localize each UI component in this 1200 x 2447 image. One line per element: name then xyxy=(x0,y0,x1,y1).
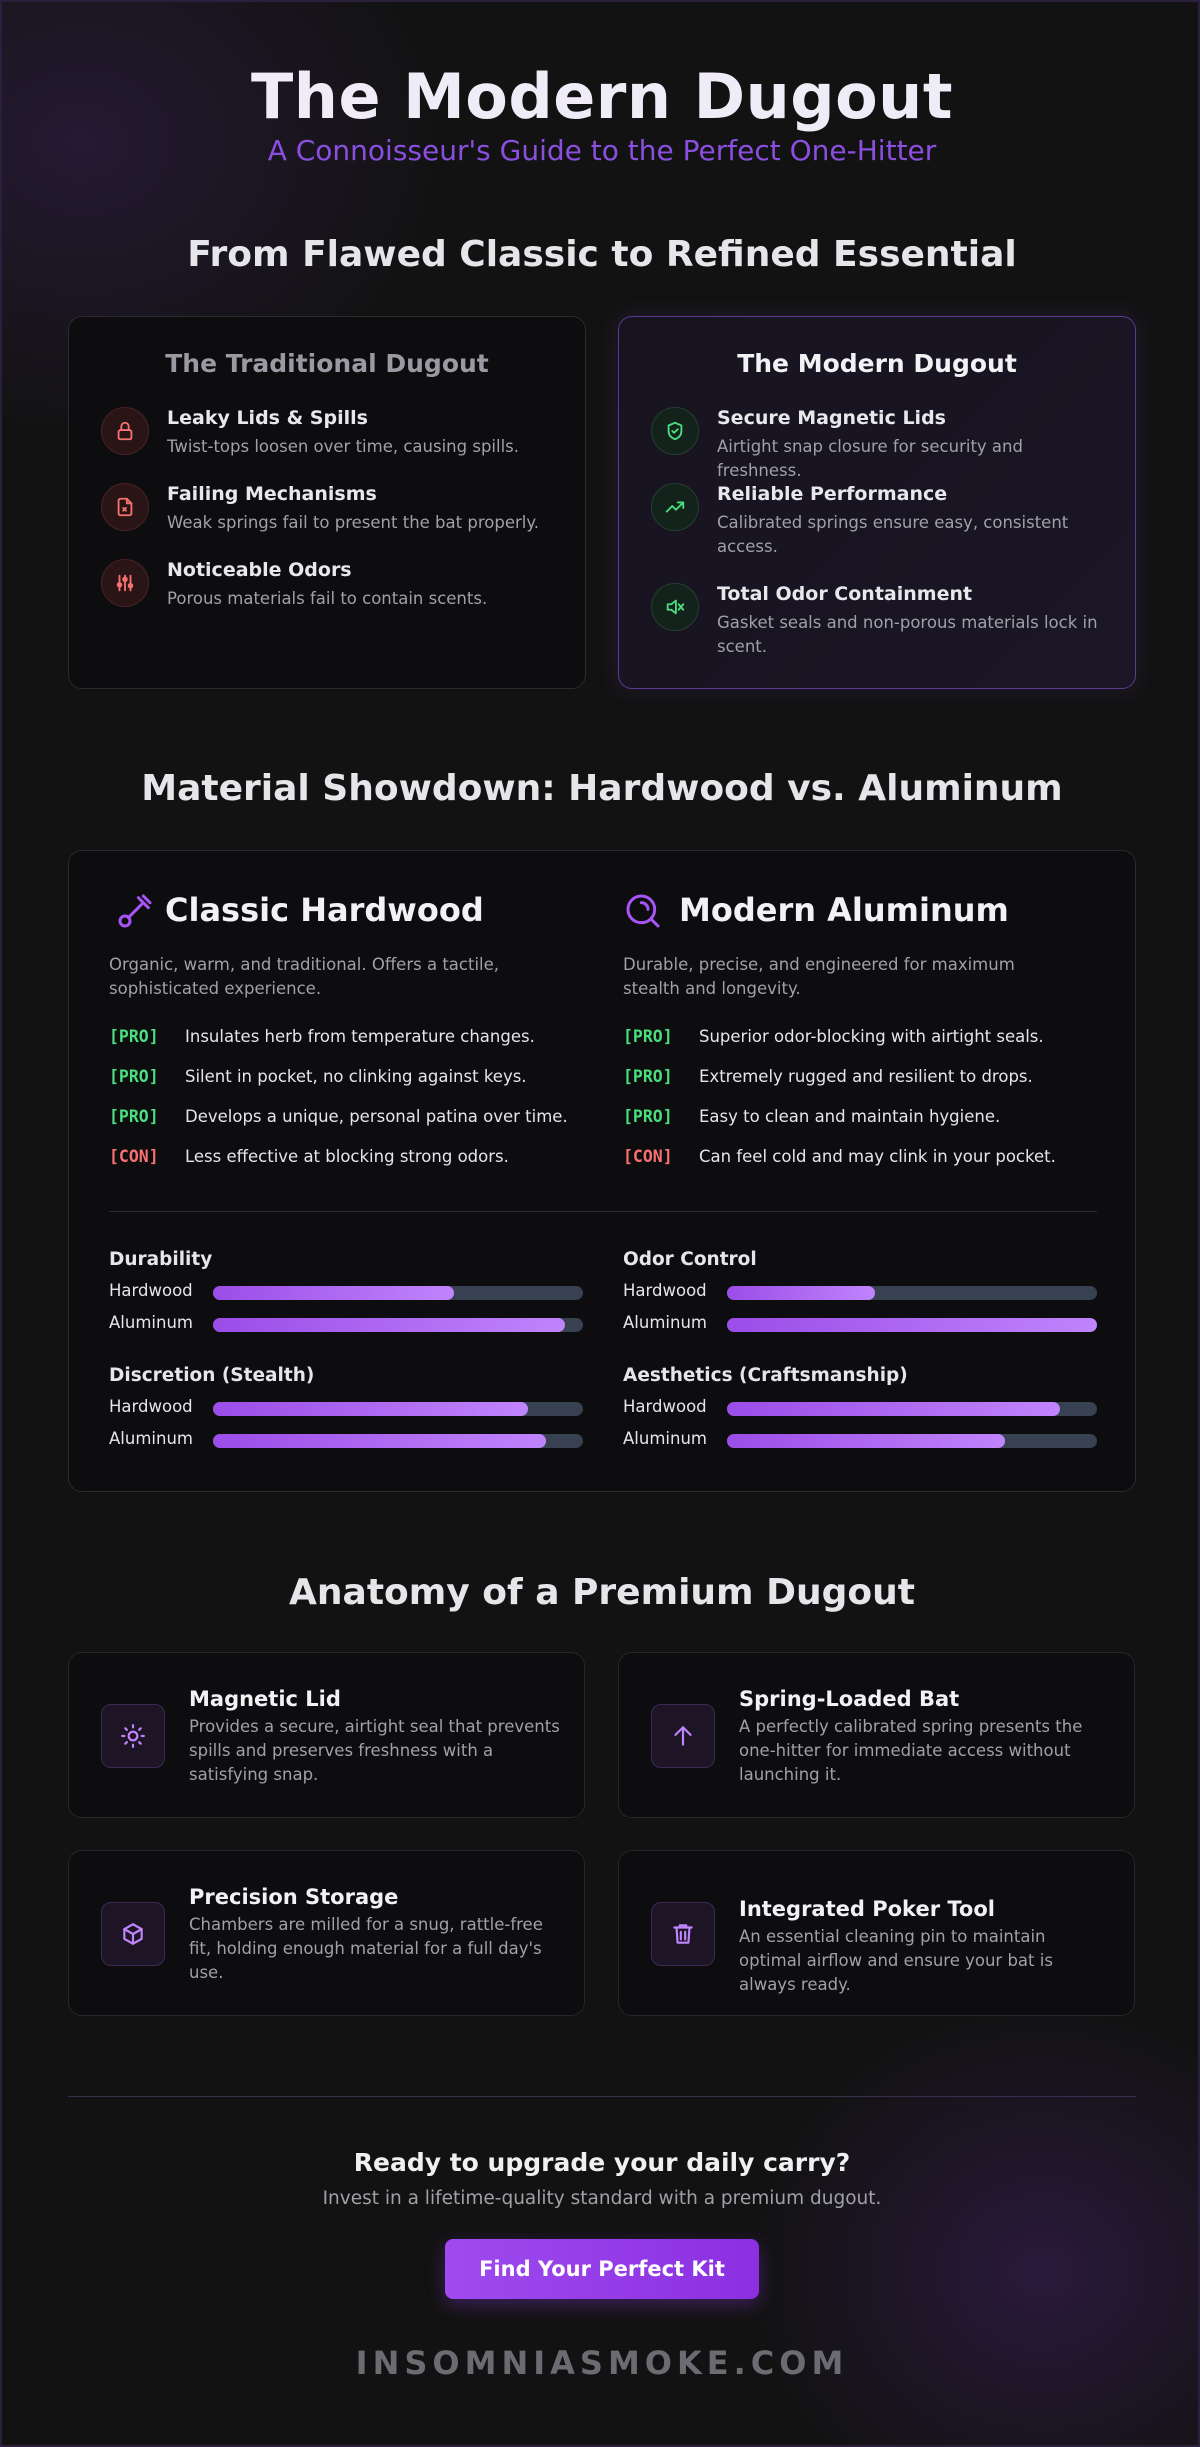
find-kit-button[interactable]: Find Your Perfect Kit xyxy=(445,2239,759,2299)
traditional-item-desc: Weak springs fail to present the bat properly. xyxy=(167,513,539,532)
pro-con-item xyxy=(109,1107,589,1131)
traditional-item xyxy=(101,559,555,629)
page-title: The Modern Dugout xyxy=(251,60,953,133)
pro-con-text: Less effective at blocking strong odors. xyxy=(185,1147,509,1166)
feature-title: Precision Storage xyxy=(189,1885,399,1909)
bar-label: Hardwood xyxy=(623,1397,707,1416)
pro-tag: [PRO] xyxy=(623,1107,673,1126)
bar-label: Aluminum xyxy=(109,1429,193,1448)
modern-item xyxy=(651,483,1105,556)
metric-title: Durability xyxy=(109,1249,213,1270)
cta-heading: Ready to upgrade your daily carry? xyxy=(353,2148,851,2177)
pro-tag: [PRO] xyxy=(623,1067,673,1086)
materials-heading: Material Showdown: Hardwood vs. Aluminum xyxy=(141,768,1063,809)
feature-desc: An essential cleaning pin to maintain optimal airflow and ensure your bat is always ready. xyxy=(739,1927,1053,1994)
pro-con-text: Easy to clean and maintain hygiene. xyxy=(699,1107,1001,1126)
box-icon xyxy=(101,1902,165,1966)
bar-track xyxy=(727,1434,1097,1448)
traditional-item xyxy=(101,483,555,553)
bar-label: Hardwood xyxy=(109,1397,193,1416)
modern-item-desc: Gasket seals and non-porous materials lock in scent. xyxy=(717,613,1098,656)
traditional-item-title: Failing Mechanisms xyxy=(167,483,377,505)
modern-item-desc: Calibrated springs ensure easy, consistent access. xyxy=(717,513,1069,556)
modern-card-title: The Modern Dugout xyxy=(737,349,1017,378)
metric-title: Discretion (Stealth) xyxy=(109,1365,315,1386)
aluminum-disc-icon xyxy=(623,891,663,931)
bar-track xyxy=(213,1286,583,1300)
metric-bar-aluminum xyxy=(109,1429,604,1449)
feature-desc: Chambers are milled for a snug, rattle-free fit, holding enough material for a full day's use. xyxy=(189,1915,543,1982)
traditional-item-title: Leaky Lids & Spills xyxy=(167,407,368,429)
bar-fill xyxy=(213,1318,565,1332)
pro-tag: [PRO] xyxy=(109,1067,159,1086)
bar-label: Hardwood xyxy=(109,1281,193,1300)
traditional-card-title: The Traditional Dugout xyxy=(165,349,489,378)
pro-con-item xyxy=(623,1147,1103,1171)
pro-con-item xyxy=(623,1027,1103,1051)
modern-item-desc: Airtight snap closure for security and freshness. xyxy=(717,437,1023,480)
metric-bar-hardwood xyxy=(623,1281,1118,1301)
pro-con-item xyxy=(109,1027,589,1051)
pro-con-item xyxy=(623,1067,1103,1091)
modern-item-title: Reliable Performance xyxy=(717,483,948,505)
bar-fill xyxy=(727,1434,1005,1448)
pro-con-text: Insulates herb from temperature changes. xyxy=(185,1027,535,1046)
comparison-heading: From Flawed Classic to Refined Essential xyxy=(187,234,1017,275)
pro-con-item xyxy=(623,1107,1103,1131)
hardwood-title: Classic Hardwood xyxy=(165,891,484,929)
materials-divider xyxy=(109,1211,1097,1212)
bar-track xyxy=(213,1434,583,1448)
metric-aesthetics xyxy=(623,1365,1098,1465)
feature-title: Integrated Poker Tool xyxy=(739,1897,995,1921)
modern-item xyxy=(651,407,1105,480)
pro-con-text: Can feel cold and may clink in your pocket. xyxy=(699,1147,1056,1166)
feature-card xyxy=(68,1652,585,1818)
traditional-item-desc: Twist-tops loosen over time, causing spills. xyxy=(167,437,520,456)
metric-bar-aluminum xyxy=(623,1313,1118,1333)
bar-fill xyxy=(213,1434,546,1448)
bar-track xyxy=(727,1318,1097,1332)
feature-card xyxy=(68,1850,585,2016)
modern-item-title: Total Odor Containment xyxy=(717,583,973,605)
feature-card xyxy=(618,1652,1135,1818)
feature-desc: Provides a secure, airtight seal that prevents spills and preserves freshness with a satisfying snap. xyxy=(189,1717,560,1784)
metric-bar-hardwood xyxy=(109,1397,604,1417)
pro-con-text: Silent in pocket, no clinking against keys. xyxy=(185,1067,527,1086)
trash-icon xyxy=(651,1902,715,1966)
sun-icon xyxy=(101,1704,165,1768)
metric-discretion xyxy=(109,1365,584,1465)
pro-tag: [PRO] xyxy=(623,1027,673,1046)
bar-fill xyxy=(213,1286,454,1300)
cta-subtext: Invest in a lifetime-quality standard with a premium dugout. xyxy=(322,2188,882,2209)
bar-label: Aluminum xyxy=(623,1429,707,1448)
bar-fill xyxy=(213,1402,528,1416)
modern-item-title: Secure Magnetic Lids xyxy=(717,407,946,429)
bar-track xyxy=(213,1402,583,1416)
feature-title: Magnetic Lid xyxy=(189,1687,341,1711)
metric-bar-aluminum xyxy=(623,1429,1118,1449)
metric-title: Odor Control xyxy=(623,1249,757,1270)
traditional-item xyxy=(101,407,555,477)
bar-fill xyxy=(727,1286,875,1300)
metric-bar-aluminum xyxy=(109,1313,604,1333)
shield-check-icon xyxy=(651,407,699,455)
modern-item xyxy=(651,583,1105,656)
bar-label: Aluminum xyxy=(623,1313,707,1332)
traditional-item-title: Noticeable Odors xyxy=(167,559,352,581)
con-tag: [CON] xyxy=(623,1147,673,1166)
pro-tag: [PRO] xyxy=(109,1027,159,1046)
sliders-icon xyxy=(101,559,149,607)
bar-track xyxy=(213,1318,583,1332)
brand-footer[interactable]: INSOMNIASMOKE.COM xyxy=(355,2344,849,2382)
bar-fill xyxy=(727,1318,1097,1332)
pro-con-item xyxy=(109,1067,589,1091)
bar-track xyxy=(727,1402,1097,1416)
pro-con-text: Extremely rugged and resilient to drops. xyxy=(699,1067,1033,1086)
con-tag: [CON] xyxy=(109,1147,159,1166)
bar-label: Hardwood xyxy=(623,1281,707,1300)
metric-odor-control xyxy=(623,1249,1098,1349)
aluminum-title: Modern Aluminum xyxy=(679,891,1009,929)
broken-file-icon xyxy=(101,483,149,531)
materials-card xyxy=(68,850,1136,1492)
anatomy-heading: Anatomy of a Premium Dugout xyxy=(289,1572,915,1613)
feature-title: Spring-Loaded Bat xyxy=(739,1687,960,1711)
hardwood-desc: Organic, warm, and traditional. Offers a tactile, sophisticated experience. xyxy=(109,955,500,998)
cta-divider xyxy=(68,2096,1136,2097)
modern-card xyxy=(618,316,1136,689)
arrow-up-icon xyxy=(651,1704,715,1768)
pro-con-text: Superior odor-blocking with airtight seals. xyxy=(699,1027,1044,1046)
metric-bar-hardwood xyxy=(109,1281,604,1301)
metric-bar-hardwood xyxy=(623,1397,1118,1417)
volume-x-icon xyxy=(651,583,699,631)
feature-card xyxy=(618,1850,1135,2016)
pro-tag: [PRO] xyxy=(109,1107,159,1126)
feature-desc: A perfectly calibrated spring presents the one-hitter for immediate access without launching it. xyxy=(739,1717,1083,1784)
metric-durability xyxy=(109,1249,584,1349)
bar-label: Aluminum xyxy=(109,1313,193,1332)
page-subtitle: A Connoisseur's Guide to the Perfect One-Hitter xyxy=(267,134,937,167)
aluminum-desc: Durable, precise, and engineered for maximum stealth and longevity. xyxy=(623,955,1015,998)
trending-up-icon xyxy=(651,483,699,531)
pro-con-item xyxy=(109,1147,589,1171)
metric-title: Aesthetics (Craftsmanship) xyxy=(623,1365,908,1386)
wood-tool-icon xyxy=(115,891,155,931)
bar-fill xyxy=(727,1402,1060,1416)
lock-icon xyxy=(101,407,149,455)
traditional-card xyxy=(68,316,586,689)
traditional-item-desc: Porous materials fail to contain scents. xyxy=(167,589,488,608)
pro-con-text: Develops a unique, personal patina over time. xyxy=(185,1107,568,1126)
bar-track xyxy=(727,1286,1097,1300)
